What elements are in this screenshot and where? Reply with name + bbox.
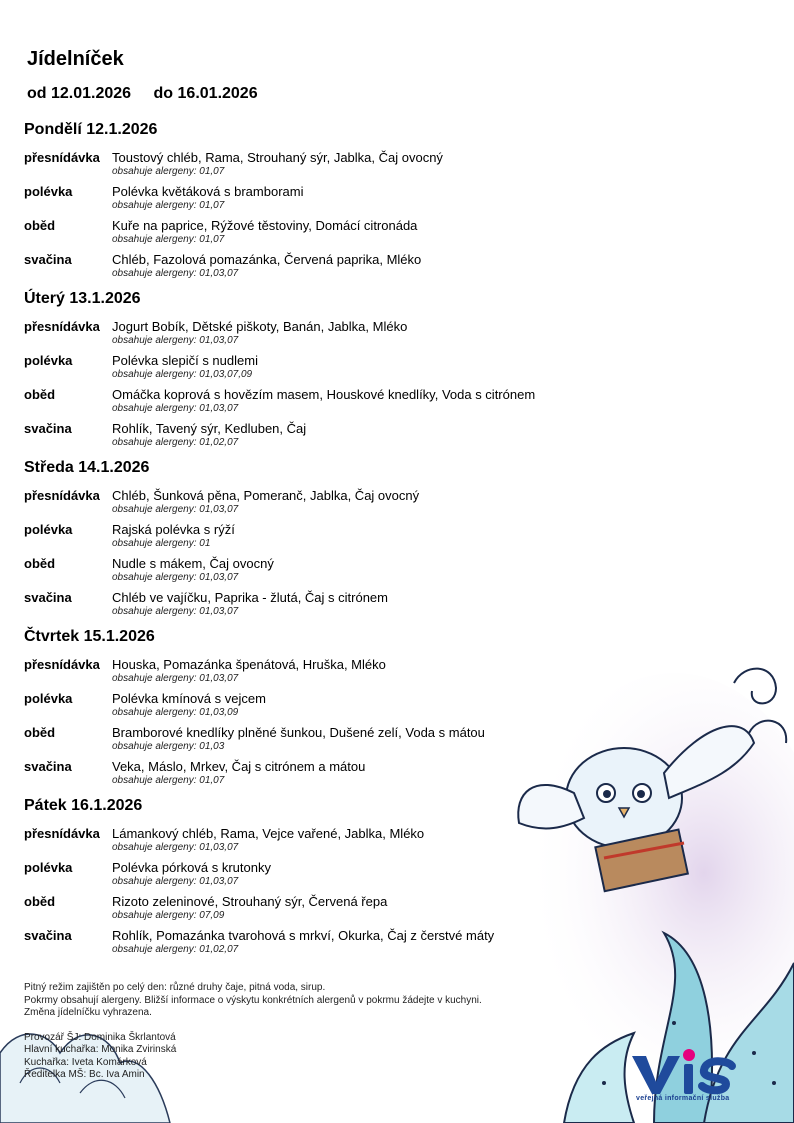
meal-type: svačina [24, 590, 72, 605]
meal-row [24, 860, 624, 894]
date-to: do 16.01.2026 [153, 85, 258, 102]
meal-row [24, 488, 624, 522]
meal-row [24, 556, 624, 590]
meal-type: polévka [24, 184, 73, 199]
meal-allergens: obsahuje alergeny: 01,07 [112, 200, 225, 211]
meal-type: svačina [24, 252, 72, 267]
footer-note: Změna jídelníčku vyhrazena. [24, 1007, 152, 1018]
meal-row [24, 421, 624, 455]
meal-description: Rohlík, Tavený sýr, Kedluben, Čaj [112, 421, 307, 436]
meal-type: polévka [24, 353, 73, 368]
meal-type: přesnídávka [24, 488, 100, 503]
meal-description: Polévka květáková s bramborami [112, 184, 304, 199]
staff-line: Provozář ŠJ: Dominika Škrlantová [24, 1031, 176, 1043]
meal-description: Polévka slepičí s nudlemi [112, 353, 258, 368]
staff-line: Hlavní kuchařka: Monika Zvirinská [24, 1044, 177, 1055]
meal-description: Omáčka koprová s hovězím masem, Houskové knedlíky, Voda s citrónem [112, 387, 536, 402]
meal-type: svačina [24, 928, 72, 943]
meal-row [24, 725, 624, 759]
meal-description: Rohlík, Pomazánka tvarohová s mrkví, Okurka, Čaj z čerstvé máty [112, 928, 495, 943]
meal-row [24, 928, 624, 962]
meal-type: polévka [24, 522, 73, 537]
meal-allergens: obsahuje alergeny: 01,03,07,09 [112, 369, 253, 380]
meal-allergens: obsahuje alergeny: 01,03,07 [112, 876, 239, 887]
day-monday [24, 120, 624, 289]
meal-allergens: obsahuje alergeny: 01,03,07 [112, 335, 239, 346]
footer-note: Pitný režim zajištěn po celý den: různé druhy čaje, pitná voda, sirup. [24, 982, 326, 993]
meal-description: Rizoto zeleninové, Strouhaný sýr, Červená řepa [112, 894, 388, 909]
meal-allergens: obsahuje alergeny: 01,07 [112, 166, 225, 177]
meal-allergens: obsahuje alergeny: 01,03,07 [112, 842, 239, 853]
meal-type: svačina [24, 421, 72, 436]
meal-allergens: obsahuje alergeny: 01,07 [112, 234, 225, 245]
day-thursday [24, 627, 624, 796]
meal-type: přesnídávka [24, 657, 100, 672]
day-heading: Středa 14.1.2026 [24, 459, 150, 476]
meal-description: Jogurt Bobík, Dětské piškoty, Banán, Jablka, Mléko [112, 319, 408, 334]
meal-allergens: obsahuje alergeny: 01 [112, 538, 211, 549]
meal-allergens: obsahuje alergeny: 01,02,07 [112, 944, 239, 955]
meal-description: Lámankový chléb, Rama, Vejce vařené, Jablka, Mléko [112, 826, 425, 841]
meal-row [24, 522, 624, 556]
footer-note: Pokrmy obsahují alergeny. Bližší informace o výskytu konkrétních alergenů v pokrmu žádejte v kuchyni. [24, 994, 482, 1006]
meal-allergens: obsahuje alergeny: 01,03,07 [112, 268, 239, 279]
meal-type: svačina [24, 759, 72, 774]
meal-description: Chléb ve vajíčku, Paprika - žlutá, Čaj s citrónem [112, 590, 388, 605]
page-title: Jídelníček [27, 48, 124, 70]
meal-type: oběd [24, 387, 56, 402]
meal-row [24, 387, 624, 421]
meal-description: Polévka kmínová s vejcem [112, 691, 266, 706]
date-from: od 12.01.2026 [27, 85, 132, 102]
meal-type: přesnídávka [24, 826, 100, 841]
meal-type: přesnídávka [24, 319, 100, 334]
meal-type: oběd [24, 218, 56, 233]
meal-description: Houska, Pomazánka špenátová, Hruška, Mléko [112, 657, 386, 672]
meal-allergens: obsahuje alergeny: 01,02,07 [112, 437, 239, 448]
menu-days [24, 120, 624, 962]
meal-allergens: obsahuje alergeny: 01,07 [112, 775, 225, 786]
meal-row [24, 218, 624, 252]
day-wednesday [24, 458, 624, 627]
meal-row [24, 759, 624, 793]
meal-allergens: obsahuje alergeny: 01,03 [112, 741, 225, 752]
meal-allergens: obsahuje alergeny: 01,03,07 [112, 403, 239, 414]
day-tuesday [24, 289, 624, 458]
meal-row [24, 590, 624, 624]
meal-row [24, 826, 624, 860]
meal-allergens: obsahuje alergeny: 01,03,07 [112, 606, 239, 617]
meal-description: Chléb, Fazolová pomazánka, Červená paprika, Mléko [112, 252, 422, 267]
staff-line: Ředitelka MŠ: Bc. Iva Amin [24, 1069, 145, 1080]
meal-type: oběd [24, 556, 56, 571]
meal-row [24, 184, 624, 218]
meal-row [24, 252, 624, 286]
meal-row [24, 150, 624, 184]
meal-row [24, 657, 624, 691]
meal-row [24, 319, 624, 353]
footer-notes [24, 982, 482, 1082]
day-heading: Čtvrtek 15.1.2026 [24, 628, 155, 645]
meal-description: Rajská polévka s rýží [112, 522, 235, 537]
day-heading: Pondělí 12.1.2026 [24, 121, 158, 138]
date-range [27, 85, 276, 103]
meal-description: Bramborové knedlíky plněné šunkou, Dušené zelí, Voda s mátou [112, 725, 485, 740]
meal-description: Toustový chléb, Rama, Strouhaný sýr, Jablka, Čaj ovocný [112, 150, 443, 165]
staff-line: Kuchařka: Iveta Komárková [24, 1056, 147, 1068]
meal-row [24, 894, 624, 928]
day-heading: Pátek 16.1.2026 [24, 797, 143, 814]
meal-type: oběd [24, 725, 56, 740]
meal-type: oběd [24, 894, 56, 909]
meal-description: Veka, Máslo, Mrkev, Čaj s citrónem a mátou [112, 759, 366, 774]
day-friday [24, 796, 624, 962]
meal-type: polévka [24, 860, 73, 875]
meal-description: Nudle s mákem, Čaj ovocný [112, 556, 274, 571]
meal-description: Polévka pórková s krutonky [112, 860, 271, 875]
meal-description: Kuře na paprice, Rýžové těstoviny, Domácí citronáda [112, 218, 418, 233]
meal-description: Chléb, Šunková pěna, Pomeranč, Jablka, Čaj ovocný [112, 488, 420, 503]
meal-allergens: obsahuje alergeny: 07,09 [112, 910, 225, 921]
meal-allergens: obsahuje alergeny: 01,03,07 [112, 572, 239, 583]
meal-allergens: obsahuje alergeny: 01,03,07 [112, 504, 239, 515]
meal-allergens: obsahuje alergeny: 01,03,09 [112, 707, 239, 718]
meal-type: přesnídávka [24, 150, 100, 165]
meal-row [24, 353, 624, 387]
logo-tagline: veřejná informační služba [636, 1095, 730, 1102]
meal-allergens: obsahuje alergeny: 01,03,07 [112, 673, 239, 684]
meal-row [24, 691, 624, 725]
day-heading: Úterý 13.1.2026 [24, 290, 141, 307]
meal-type: polévka [24, 691, 73, 706]
